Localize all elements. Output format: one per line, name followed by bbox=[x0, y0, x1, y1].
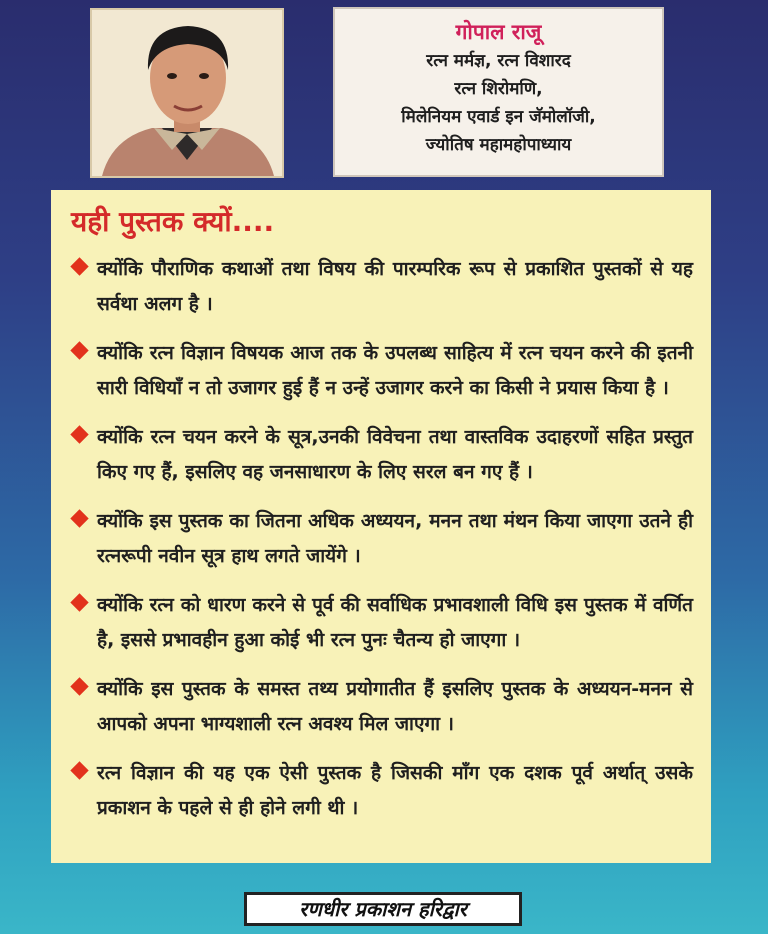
reason-text: क्योंकि रत्न चयन करने के सूत्र,उनकी विवेचना तथा वास्तविक उदाहरणों सहित प्रस्तुत किए गए हैं, इसलिए वह जनसाधारण के लिए सरल बन गए हैं । bbox=[97, 426, 693, 483]
author-photo bbox=[90, 8, 284, 178]
author-portrait-illustration bbox=[92, 10, 282, 176]
reason-text: क्योंकि इस पुस्तक का जितना अधिक अध्ययन, मनन तथा मंथन किया जाएगा उतने ही रत्नरूपी नवीन सूत्र हाथ लगते जायेंगे । bbox=[97, 510, 693, 567]
author-title-line: रत्न शिरोमणि, bbox=[454, 79, 543, 99]
reason-item bbox=[71, 672, 693, 742]
reason-text: क्योंकि पौराणिक कथाओं तथा विषय की पारम्परिक रूप से प्रकाशित पुस्तकों से यह सर्वथा अलग है । bbox=[97, 258, 693, 315]
reason-item bbox=[71, 420, 693, 490]
reason-text: रत्न विज्ञान की यह एक ऐसी पुस्तक है जिसकी माँग एक दशक पूर्व अर्थात् उसके प्रकाशन के पहले से ही होने लगी थी । bbox=[97, 762, 693, 819]
author-card bbox=[333, 7, 664, 177]
reason-text: क्योंकि रत्न को धारण करने से पूर्व की सर्वाधिक प्रभावशाली विधि इस पुस्तक में वर्णित है, इससे प्रभावहीन हुआ कोई भी रत्न पुनः चैतन्य हो जाएगा । bbox=[97, 594, 693, 651]
diamond-bullet-icon bbox=[70, 509, 88, 527]
author-title-line: मिलेनियम एवार्ड इन जॅमोलॉजी, bbox=[401, 107, 596, 127]
author-title-line: ज्योतिष महामहोपाध्याय bbox=[425, 135, 572, 155]
diamond-bullet-icon bbox=[70, 341, 88, 359]
why-this-book-panel bbox=[51, 190, 711, 863]
reason-item bbox=[71, 756, 693, 826]
reason-text: क्योंकि रत्न विज्ञान विषयक आज तक के उपलब्ध साहित्य में रत्न चयन करने की इतनी सारी विधियाँ न तो उजागर हुई हैं न उन्हें उजागर करने का किसी ने प्रयास किया है । bbox=[97, 342, 693, 399]
publisher-label: रणधीर प्रकाशन हरिद्वार bbox=[244, 892, 522, 926]
author-title-line: रत्न मर्मज्ञ, रत्न विशारद bbox=[426, 51, 571, 71]
diamond-bullet-icon bbox=[70, 425, 88, 443]
diamond-bullet-icon bbox=[70, 761, 88, 779]
diamond-bullet-icon bbox=[70, 593, 88, 611]
diamond-bullet-icon bbox=[70, 677, 88, 695]
reason-item bbox=[71, 252, 693, 322]
reason-item bbox=[71, 588, 693, 658]
reason-item bbox=[71, 504, 693, 574]
panel-heading: यही पुस्तक क्यों.... bbox=[71, 205, 275, 238]
author-name: गोपाल राजू bbox=[455, 20, 542, 44]
reason-item bbox=[71, 336, 693, 406]
diamond-bullet-icon bbox=[70, 257, 88, 275]
reason-text: क्योंकि इस पुस्तक के समस्त तथ्य प्रयोगातीत हैं इसलिए पुस्तक के अध्ययन-मनन से आपको अपना भाग्यशाली रत्न अवश्य मिल जाएगा । bbox=[97, 678, 693, 735]
